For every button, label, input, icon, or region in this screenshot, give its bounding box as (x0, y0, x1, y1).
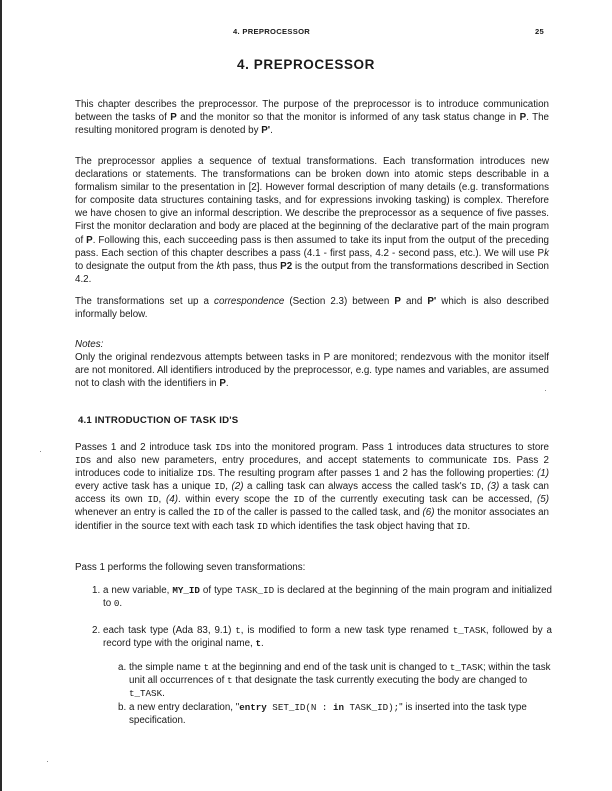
code-token: ID (469, 481, 482, 493)
list-item-text (103, 624, 552, 650)
program-symbol: P (519, 112, 527, 124)
text-run: . within every scope the (177, 494, 294, 506)
code-token: TASK_ID (235, 585, 275, 596)
code-token: MY_ID (172, 585, 200, 596)
text-run: is declared at the beginning of the main program and initialized to (103, 585, 552, 610)
text-run: (Section 2.3) between (284, 296, 395, 307)
text-run: each task type (Ada 83, 9.1) (103, 625, 236, 636)
list-item (92, 584, 552, 610)
text-run: a calling task can always access the called task's (243, 481, 470, 493)
list-item (92, 624, 552, 650)
text-run: of the currently executing task can be accessed, (304, 494, 537, 506)
text-run: a task can access its own (75, 481, 549, 506)
text-run: s into the monitored program. Pass 1 introduces data structures to store (226, 442, 549, 453)
sub-list-item (118, 701, 552, 727)
text-run: that designate the task currently executing the body are changed to (232, 675, 528, 687)
property-number: (1) (537, 468, 549, 480)
text-run: . Following this, each succeeding pass is then assumed to take its input from the output of the preceding pass. Each section of this chapter describes a pass (4.1 - first pass, 4.2 - second pass, etc.). We will use P (75, 234, 549, 259)
running-header-title: 4. PREPROCESSOR (233, 27, 311, 36)
program-symbol: P (219, 378, 226, 390)
text-run: , (481, 481, 488, 493)
text-run: ; within the task unit all occurrences of (129, 662, 551, 687)
text-run: whenever an entry is called the (75, 507, 213, 519)
text-run: th pass, thus (221, 260, 281, 272)
code-token: 0 (113, 598, 120, 610)
task-id-paragraph (75, 441, 549, 533)
running-header (0, 25, 612, 39)
code-token: ID (196, 468, 208, 480)
code-keyword: entry (239, 702, 267, 713)
code-keyword: in (332, 702, 344, 713)
text-run: is the output from the transformations described in Section 4.2. (75, 260, 549, 285)
property-number: (4) (166, 494, 178, 506)
code-token: t_TASK (452, 625, 486, 636)
passes-paragraph (75, 155, 549, 286)
program-symbol: P' (427, 296, 437, 307)
text-run: . (261, 638, 264, 650)
scan-speck (40, 451, 41, 452)
code-token: ID (492, 455, 504, 467)
text-run: Only the original rendezvous attempts between tasks in P are monitored; rendezvous with the monitor itself are not monitored. All identifiers introduced by the preprocessor, e.g. type names and variables, are assumed not to clash with the identifiers in (75, 352, 549, 390)
text-run: , followed by a record type with the original name, (103, 625, 552, 650)
property-number: (2) (231, 481, 244, 493)
text-run: of type (199, 585, 236, 596)
scan-speck (545, 390, 546, 391)
text-run: . (467, 520, 471, 532)
text-run: This chapter describes the preprocessor. The purpose of the preprocessor is to introduce communication between the tasks of (75, 99, 549, 124)
code-token: t_TASK (449, 662, 483, 673)
text-run: which is also described informally below. (75, 296, 550, 321)
text-run: s. Pass 2 introduces code to initialize (75, 455, 549, 480)
text-run: every active task has a unique (75, 481, 215, 493)
section-heading: 4.1 INTRODUCTION OF TASK ID'S (78, 415, 239, 426)
list-number: 1. (92, 585, 101, 596)
code-token: ID (75, 455, 87, 467)
page-scan-edge (0, 0, 2, 791)
text-run: . The resulting monitored program is denoted by (75, 112, 550, 137)
property-number: (5) (537, 494, 549, 506)
code-token: TASK_ID); (344, 702, 400, 713)
property-number: (3) (487, 481, 500, 493)
pass-index: k (544, 247, 549, 259)
text-run: . (270, 125, 273, 137)
text-run: to designate the output from the (75, 260, 217, 272)
text-run: , (158, 494, 166, 506)
code-token: t_TASK (129, 688, 163, 700)
text-run: at the beginning and end of the task unit is changed to (209, 662, 450, 673)
text-run: which identifies the task object having that (267, 520, 457, 532)
code-token: ID (212, 507, 224, 519)
code-token: SET_ID(N : (266, 702, 333, 713)
text-run: and (400, 296, 428, 307)
list-item-text (129, 701, 552, 727)
list-item-text (103, 584, 552, 610)
text-run: . (162, 688, 165, 700)
text-run: The preprocessor applies a sequence of textual transformations. Each transformation introduces new declarations or statements. The transformations can be broken down into atomic steps describable in a formalism similar to the presentation in [2]. However formal description of many details (e.g. transformations for composite data structures containing tasks, and for expressions invoking tasking) is complex. Therefore we have chosen to give an informal description. We describe the preprocessor as a sequence of five passes. First the monitor declaration and body are placed at the beginning of the declarative part of the main program of (75, 156, 549, 246)
code-token: t (227, 675, 233, 687)
program-symbol: P (394, 296, 401, 307)
sub-list-item (118, 661, 552, 700)
text-run: a new variable, (103, 585, 173, 596)
notes-paragraph (75, 351, 549, 390)
text-run: the simple name (129, 662, 204, 673)
code-token: ID (293, 494, 305, 506)
notes-label: Notes: (75, 339, 104, 350)
text-run: " is inserted into the task type specification. (129, 702, 527, 727)
text-run: . (119, 598, 123, 610)
text-run: Passes 1 and 2 introduce task (75, 442, 216, 453)
code-token: t (255, 638, 261, 650)
list-letter: b. (118, 702, 127, 713)
code-token: ID (147, 494, 159, 506)
property-number: (6) (422, 507, 435, 519)
code-token: ID (214, 481, 226, 493)
italic-term: correspondence (214, 296, 285, 307)
code-token: t (235, 625, 241, 636)
correspondence-paragraph (75, 295, 549, 321)
list-item-text (129, 661, 552, 700)
program-symbol: P' (261, 125, 271, 137)
intro-paragraph (75, 98, 549, 137)
scan-speck (47, 761, 48, 762)
program-symbol: P (170, 112, 177, 124)
program-symbol: P (86, 234, 93, 246)
text-run: and the monitor so that the monitor is informed of any task status change in (176, 112, 520, 124)
chapter-title: 4. PREPROCESSOR (236, 57, 376, 72)
text-run: s. The resulting program after passes 1 and 2 has the following properties: (207, 468, 538, 480)
text-run: , (225, 481, 232, 493)
text-run: of the caller is passed to the called task, and (223, 507, 423, 519)
text-run: , is modified to form a new task type renamed (240, 625, 453, 636)
text-run: The transformations set up a (75, 296, 215, 307)
program-symbol: P2 (280, 260, 293, 272)
text-run: a new entry declaration, " (129, 702, 240, 713)
code-token: ID (256, 520, 268, 532)
list-letter: a. (118, 662, 127, 673)
list-number: 2. (92, 625, 101, 636)
text-run: the monitor associates an identifier in the source text with each task (75, 507, 550, 532)
pass1-intro: Pass 1 performs the following seven transformations: (75, 562, 306, 573)
text-run: s and also new parameters, entry procedures, and accept statements to communicate (86, 455, 493, 467)
pass-index: k (216, 260, 222, 272)
code-token: ID (215, 442, 227, 453)
code-token: t (203, 662, 210, 673)
page-number: 25 (535, 27, 545, 36)
text-run: . (225, 378, 229, 390)
code-token: ID (456, 520, 468, 532)
